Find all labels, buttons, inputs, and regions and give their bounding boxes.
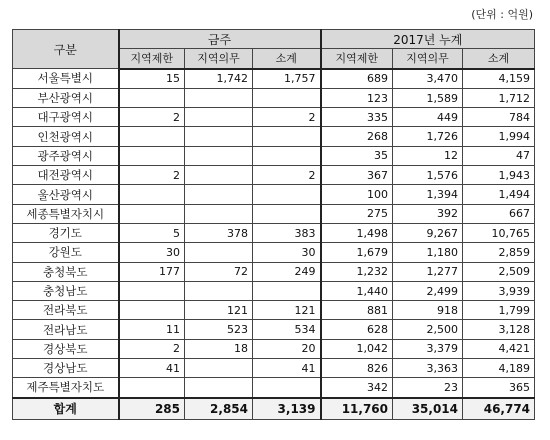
week-subtotal-cell: 2 (253, 166, 321, 185)
cum-limit-cell: 100 (321, 185, 393, 204)
cum-limit-cell: 1,232 (321, 262, 393, 281)
col-regional-limit: 지역제한 (119, 49, 185, 69)
week-limit-cell: 2 (119, 108, 185, 127)
cum-duty-cell: 3,379 (393, 339, 463, 358)
week-subtotal-cell: 249 (253, 262, 321, 281)
cum-limit-cell: 881 (321, 301, 393, 320)
cum-duty-cell: 449 (393, 108, 463, 127)
week-subtotal-cell: 30 (253, 243, 321, 262)
cum-limit-cell: 1,679 (321, 243, 393, 262)
table-row (13, 301, 535, 320)
week-duty-cell (185, 185, 253, 204)
week-duty-cell: 378 (185, 223, 253, 242)
col-regional-limit: 지역제한 (321, 49, 393, 69)
week-limit-cell: 15 (119, 69, 185, 89)
week-duty-cell (185, 108, 253, 127)
cum-duty-cell: 392 (393, 204, 463, 223)
week-duty-cell (185, 166, 253, 185)
week-limit-cell (119, 204, 185, 223)
cum-subtotal-cell: 784 (463, 108, 535, 127)
table-row (13, 204, 535, 223)
cum-subtotal-cell: 10,765 (463, 223, 535, 242)
cum-subtotal-cell: 1,712 (463, 88, 535, 107)
cum-duty-cell: 3,470 (393, 69, 463, 89)
week-subtotal-cell (253, 146, 321, 165)
table-row (13, 223, 535, 242)
week-limit-cell (119, 378, 185, 398)
cum-duty-cell: 2,500 (393, 320, 463, 339)
cum-subtotal-cell: 2,859 (463, 243, 535, 262)
week-subtotal-cell (253, 281, 321, 300)
region-cell: 전라남도 (13, 320, 119, 339)
region-cell: 대전광역시 (13, 166, 119, 185)
cum-duty-cell: 1,726 (393, 127, 463, 146)
cumulative-header: 2017년 누계 (321, 30, 535, 49)
cum-duty-cell: 1,180 (393, 243, 463, 262)
cum-limit-cell: 342 (321, 378, 393, 398)
total-week-limit: 285 (119, 398, 185, 420)
table-body (13, 69, 535, 398)
week-duty-cell: 523 (185, 320, 253, 339)
cum-limit-cell: 689 (321, 69, 393, 89)
table-row (13, 281, 535, 300)
cum-subtotal-cell: 2,509 (463, 262, 535, 281)
week-subtotal-cell (253, 378, 321, 398)
week-subtotal-cell (253, 127, 321, 146)
current-week-header: 금주 (119, 30, 321, 49)
unit-note: (단위 : 억원) (471, 8, 533, 21)
cum-duty-cell: 12 (393, 146, 463, 165)
region-cell: 울산광역시 (13, 185, 119, 204)
region-cell: 인천광역시 (13, 127, 119, 146)
week-subtotal-cell: 41 (253, 359, 321, 378)
cum-limit-cell: 335 (321, 108, 393, 127)
week-duty-cell: 18 (185, 339, 253, 358)
week-limit-cell: 2 (119, 166, 185, 185)
cum-limit-cell: 1,042 (321, 339, 393, 358)
region-cell: 강원도 (13, 243, 119, 262)
week-duty-cell (185, 88, 253, 107)
cum-subtotal-cell: 3,939 (463, 281, 535, 300)
week-subtotal-cell: 1,757 (253, 69, 321, 89)
cum-limit-cell: 826 (321, 359, 393, 378)
table-row (13, 243, 535, 262)
week-subtotal-cell (253, 204, 321, 223)
cum-duty-cell: 1,394 (393, 185, 463, 204)
week-limit-cell: 177 (119, 262, 185, 281)
week-duty-cell (185, 127, 253, 146)
cum-subtotal-cell: 1,943 (463, 166, 535, 185)
week-duty-cell: 121 (185, 301, 253, 320)
cum-duty-cell: 9,267 (393, 223, 463, 242)
week-subtotal-cell: 534 (253, 320, 321, 339)
cum-limit-cell: 1,440 (321, 281, 393, 300)
week-subtotal-cell (253, 185, 321, 204)
table-row (13, 146, 535, 165)
cum-duty-cell: 23 (393, 378, 463, 398)
cum-limit-cell: 275 (321, 204, 393, 223)
region-cell: 세종특별자치시 (13, 204, 119, 223)
total-cum-duty: 35,014 (393, 398, 463, 420)
table-row (13, 108, 535, 127)
week-limit-cell: 5 (119, 223, 185, 242)
cum-subtotal-cell: 1,994 (463, 127, 535, 146)
total-week-duty: 2,854 (185, 398, 253, 420)
cum-duty-cell: 1,576 (393, 166, 463, 185)
week-limit-cell (119, 281, 185, 300)
week-limit-cell (119, 88, 185, 107)
total-cum-subtotal: 46,774 (463, 398, 535, 420)
region-cell: 경상남도 (13, 359, 119, 378)
col-regional-duty: 지역의무 (185, 49, 253, 69)
table-row (13, 69, 535, 89)
cum-subtotal-cell: 1,799 (463, 301, 535, 320)
col-subtotal: 소계 (253, 49, 321, 69)
table-row (13, 166, 535, 185)
cum-subtotal-cell: 47 (463, 146, 535, 165)
week-limit-cell (119, 185, 185, 204)
table-row (13, 359, 535, 378)
week-duty-cell: 1,742 (185, 69, 253, 89)
region-cell: 경상북도 (13, 339, 119, 358)
table-row (13, 339, 535, 358)
cum-subtotal-cell: 4,189 (463, 359, 535, 378)
cum-limit-cell: 35 (321, 146, 393, 165)
week-subtotal-cell: 121 (253, 301, 321, 320)
cum-limit-cell: 1,498 (321, 223, 393, 242)
total-week-subtotal: 3,139 (253, 398, 321, 420)
region-cell: 서울특별시 (13, 69, 119, 89)
col-subtotal: 소계 (463, 49, 535, 69)
table-row (13, 127, 535, 146)
week-limit-cell (119, 127, 185, 146)
total-label: 합계 (13, 398, 119, 420)
region-cell: 대구광역시 (13, 108, 119, 127)
region-cell: 충청남도 (13, 281, 119, 300)
week-duty-cell (185, 243, 253, 262)
table-row (13, 88, 535, 107)
region-cell: 전라북도 (13, 301, 119, 320)
table-row (13, 262, 535, 281)
table-row (13, 378, 535, 398)
cum-limit-cell: 123 (321, 88, 393, 107)
week-subtotal-cell: 2 (253, 108, 321, 127)
week-duty-cell (185, 378, 253, 398)
cum-limit-cell: 367 (321, 166, 393, 185)
week-subtotal-cell (253, 88, 321, 107)
region-cell: 제주특별자치도 (13, 378, 119, 398)
week-limit-cell: 2 (119, 339, 185, 358)
total-row (13, 398, 535, 420)
col-regional-duty: 지역의무 (393, 49, 463, 69)
week-duty-cell (185, 204, 253, 223)
region-cell: 부산광역시 (13, 88, 119, 107)
cum-subtotal-cell: 365 (463, 378, 535, 398)
week-limit-cell: 30 (119, 243, 185, 262)
week-duty-cell: 72 (185, 262, 253, 281)
region-cell: 경기도 (13, 223, 119, 242)
cum-subtotal-cell: 667 (463, 204, 535, 223)
week-limit-cell (119, 301, 185, 320)
cum-subtotal-cell: 4,159 (463, 69, 535, 89)
week-subtotal-cell: 20 (253, 339, 321, 358)
regional-contract-table (12, 29, 535, 420)
cum-duty-cell: 3,363 (393, 359, 463, 378)
cum-duty-cell: 2,499 (393, 281, 463, 300)
category-header: 구분 (13, 30, 119, 69)
cum-limit-cell: 268 (321, 127, 393, 146)
cum-limit-cell: 628 (321, 320, 393, 339)
week-subtotal-cell: 383 (253, 223, 321, 242)
cum-duty-cell: 1,277 (393, 262, 463, 281)
cum-subtotal-cell: 1,494 (463, 185, 535, 204)
week-duty-cell (185, 146, 253, 165)
week-limit-cell: 41 (119, 359, 185, 378)
cum-subtotal-cell: 4,421 (463, 339, 535, 358)
week-limit-cell (119, 146, 185, 165)
cum-duty-cell: 1,589 (393, 88, 463, 107)
week-limit-cell: 11 (119, 320, 185, 339)
region-cell: 광주광역시 (13, 146, 119, 165)
cum-subtotal-cell: 3,128 (463, 320, 535, 339)
region-cell: 충청북도 (13, 262, 119, 281)
table-row (13, 185, 535, 204)
cum-duty-cell: 918 (393, 301, 463, 320)
total-cum-limit: 11,760 (321, 398, 393, 420)
week-duty-cell (185, 281, 253, 300)
table-row (13, 320, 535, 339)
week-duty-cell (185, 359, 253, 378)
